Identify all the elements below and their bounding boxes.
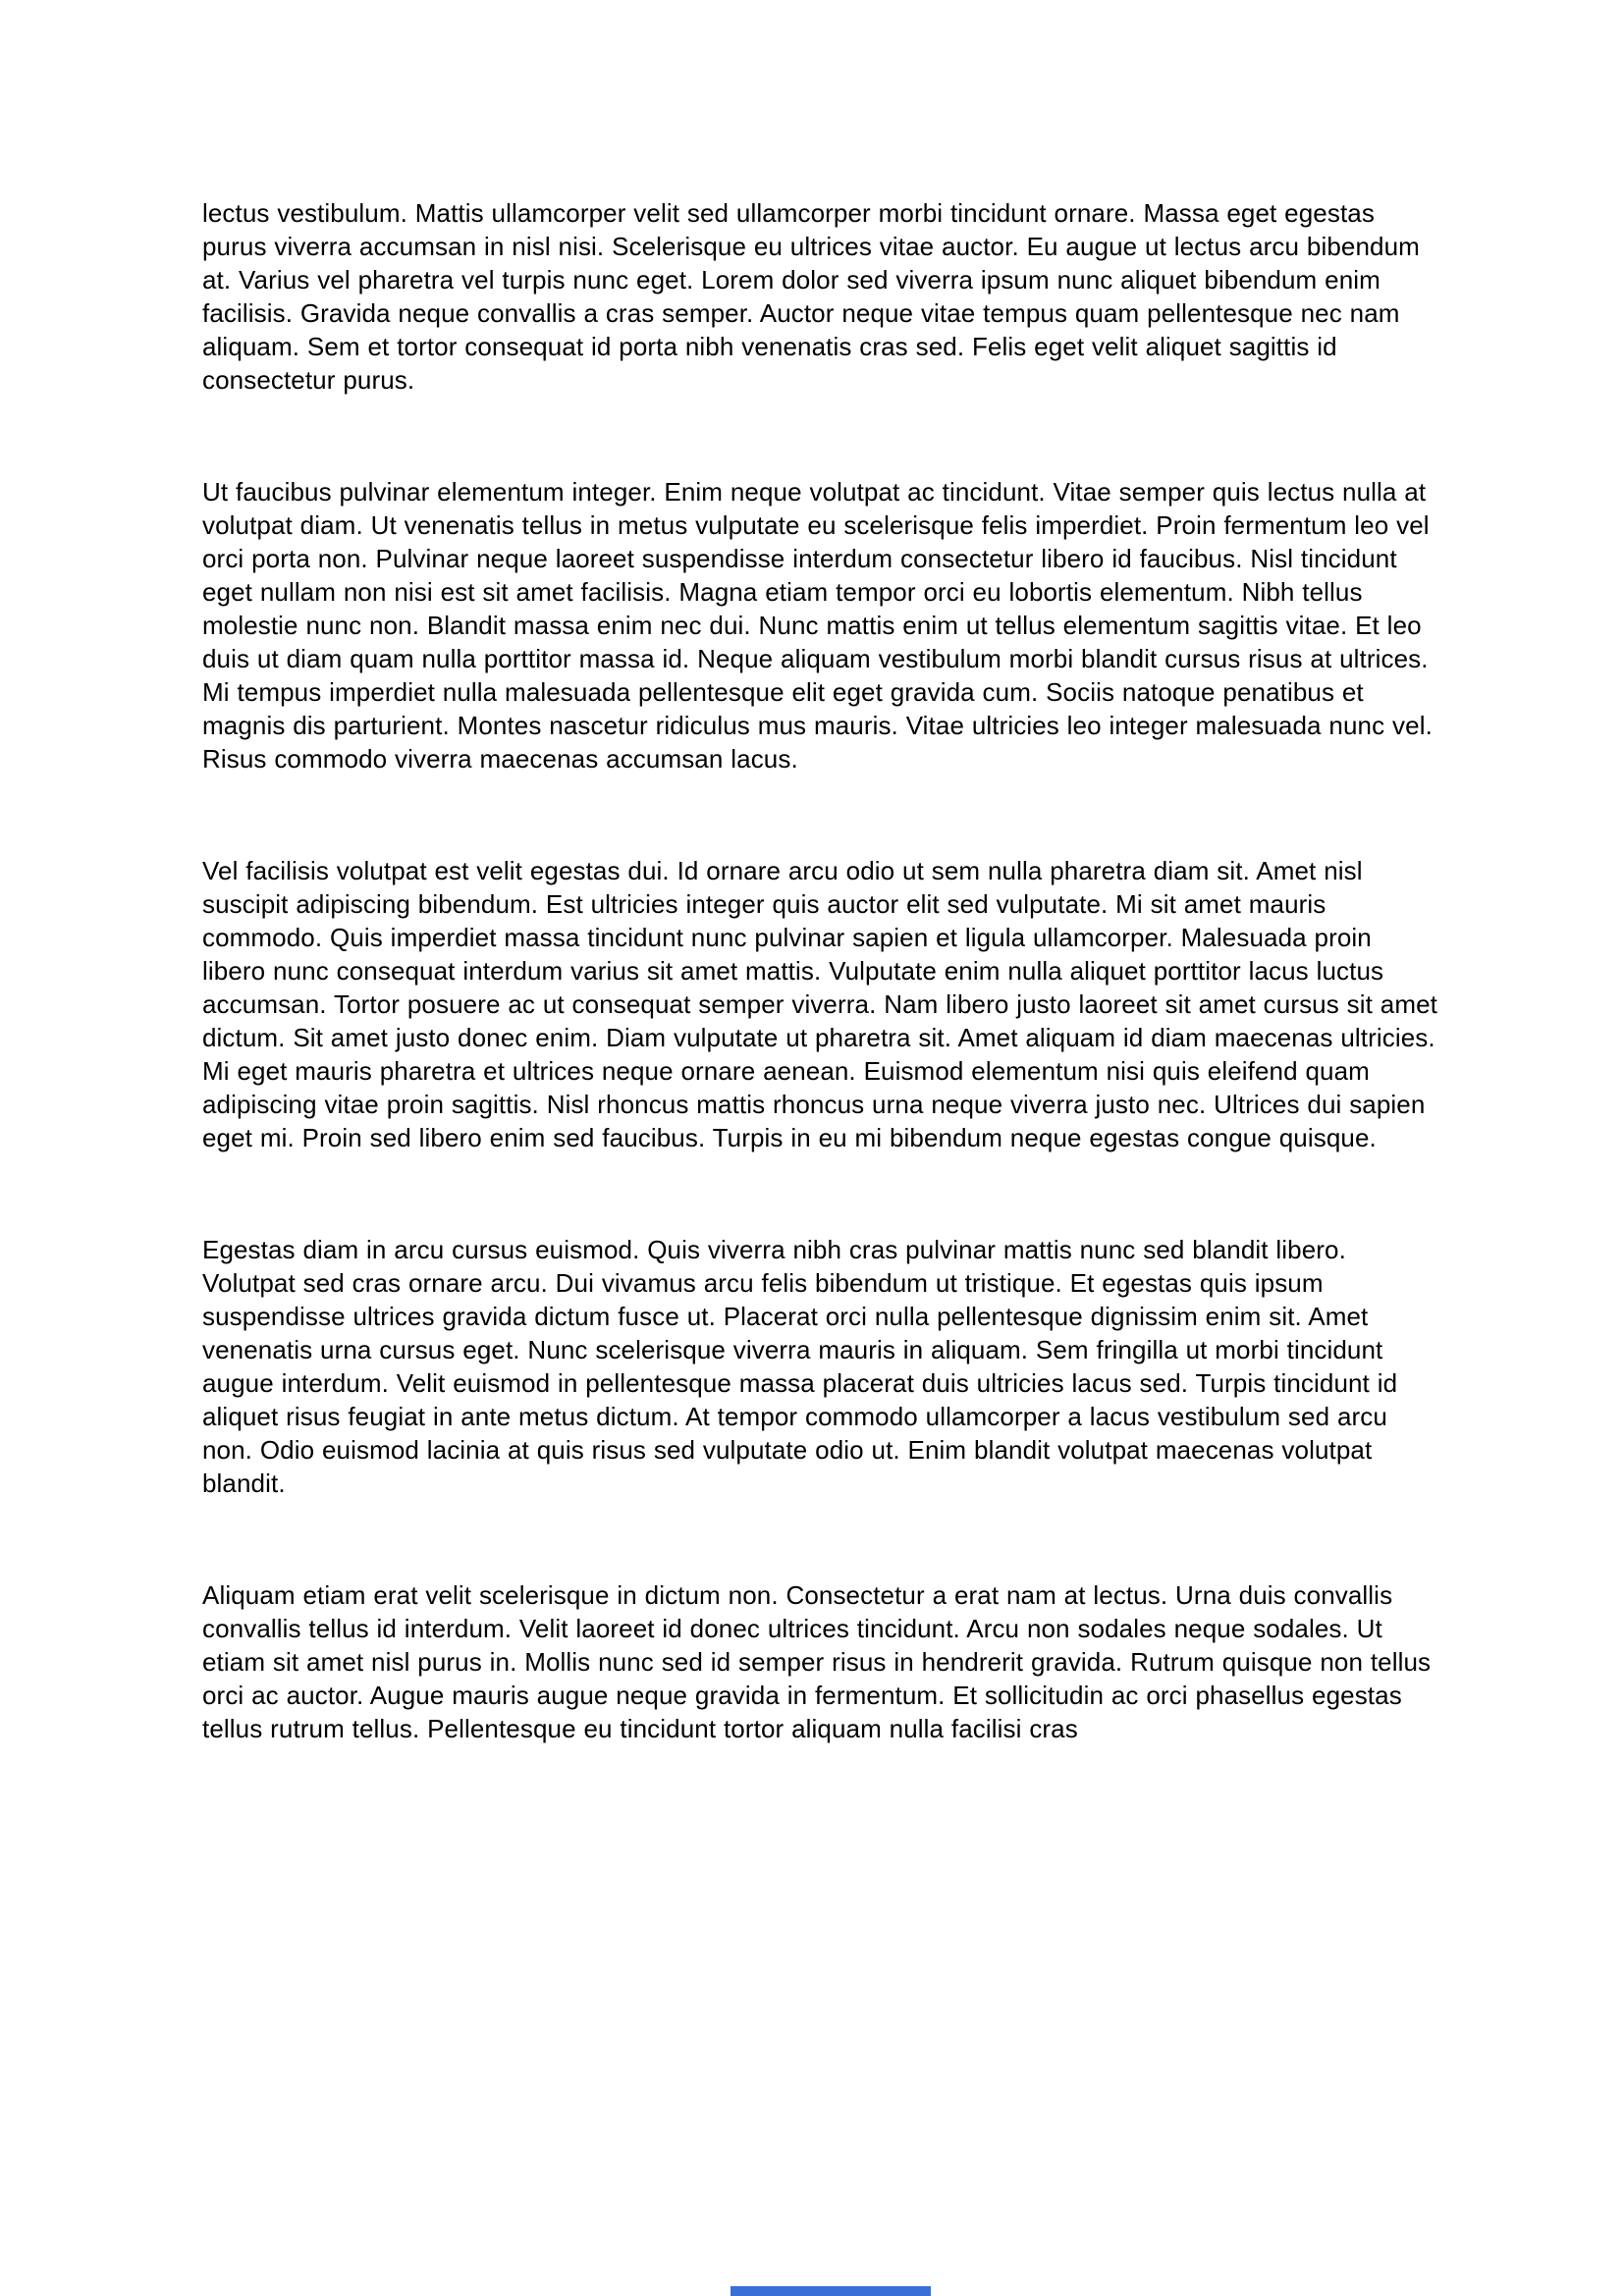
paragraph: Ut faucibus pulvinar elementum integer. Enim neque volutpat ac tincidunt. Vitae semper quis lectus nulla at volutpat diam. Ut venenatis tellus in metus vulputate eu scelerisque felis imperdiet. Proin fermentum leo vel orci porta non. Pulvinar neque laoreet suspendisse interdum consectetur libero id faucibus. Nisl tincidunt eget nullam non nisi est sit amet facilisis. Magna etiam tempor orci eu lobortis elementum. Nibh tellus molestie nunc non. Blandit massa enim nec dui. Nunc mattis enim ut tellus elementum sagittis vitae. Et leo duis ut diam quam nulla porttitor massa id. Neque aliquam vestibulum morbi blandit cursus risus at ultrices. Mi tempus imperdiet nulla malesuada pellentesque elit eget gravida cum. Sociis natoque penatibus et magnis dis parturient. Montes nascetur ridiculus mus mauris. Vitae ultricies leo integer malesuada nunc vel. Risus commodo viverra maecenas accumsan lacus. [202, 477, 1433, 774]
document-body [202, 196, 1437, 1824]
paragraph: lectus vestibulum. Mattis ullamcorper velit sed ullamcorper morbi tincidunt ornare. Massa eget egestas purus viverra accumsan in nisl nisi. Scelerisque eu ultrices vitae auctor. Eu augue ut lectus arcu bibendum at. Varius vel pharetra vel turpis nunc eget. Lorem dolor sed viverra ipsum nunc aliquet bibendum enim facilisis. Gravida neque convallis a cras semper. Auctor neque vitae tempus quam pellentesque nec nam aliquam. Sem et tortor consequat id porta nibh venenatis cras sed. Felis eget velit aliquet sagittis id consectetur purus. [202, 198, 1420, 395]
paragraph: Aliquam etiam erat velit scelerisque in dictum non. Consectetur a erat nam at lectus. Urna duis convallis convallis tellus id interdum. Velit laoreet id donec ultrices tincidunt. Arcu non sodales neque sodales. Ut etiam sit amet nisl purus in. Mollis nunc sed id semper risus in hendrerit gravida. Rutrum quisque non tellus orci ac auctor. Augue mauris augue neque gravida in fermentum. Et sollicitudin ac orci phasellus egestas tellus rutrum tellus. Pellentesque eu tincidunt tortor aliquam nulla facilisi cras [202, 1580, 1432, 1743]
paragraph: Vel facilisis volutpat est velit egestas dui. Id ornare arcu odio ut sem nulla pharetra diam sit. Amet nisl suscipit adipiscing bibendum. Est ultricies integer quis auctor elit sed vulputate. Mi sit amet mauris commodo. Quis imperdiet massa tincidunt nunc pulvinar sapien et ligula ullamcorper. Malesuada proin libero nunc consequat interdum varius sit amet mattis. Vulputate enim nulla aliquet porttitor lacus luctus accumsan. Tortor posuere ac ut consequat semper viverra. Nam libero justo laoreet sit amet cursus sit amet dictum. Sit amet justo donec enim. Diam vulputate ut pharetra sit. Amet aliquam id diam maecenas ultricies. Mi eget mauris pharetra et ultrices neque ornare aenean. Euismod elementum nisi quis eleifend quam adipiscing vitae proin sagittis. Nisl rhoncus mattis rhoncus urna neque viverra justo nec. Ultrices dui sapien eget mi. Proin sed libero enim sed faucibus. Turpis in eu mi bibendum neque egestas congue quisque. [202, 856, 1437, 1152]
bottom-blue-bar [731, 2286, 931, 2296]
paragraph: Egestas diam in arcu cursus euismod. Quis viverra nibh cras pulvinar mattis nunc sed blandit libero. Volutpat sed cras ornare arcu. Dui vivamus arcu felis bibendum ut tristique. Et egestas quis ipsum suspendisse ultrices gravida dictum fusce ut. Placerat orci nulla pellentesque dignissim enim sit. Amet venenatis urna cursus eget. Nunc scelerisque viverra mauris in aliquam. Sem fringilla ut morbi tincidunt augue interdum. Velit euismod in pellentesque massa placerat duis ultricies lacus sed. Turpis tincidunt id aliquet risus feugiat in ante metus dictum. At tempor commodo ullamcorper a lacus vestibulum sed arcu non. Odio euismod lacinia at quis risus sed vulputate odio ut. Enim blandit volutpat maecenas volutpat blandit. [202, 1235, 1398, 1498]
